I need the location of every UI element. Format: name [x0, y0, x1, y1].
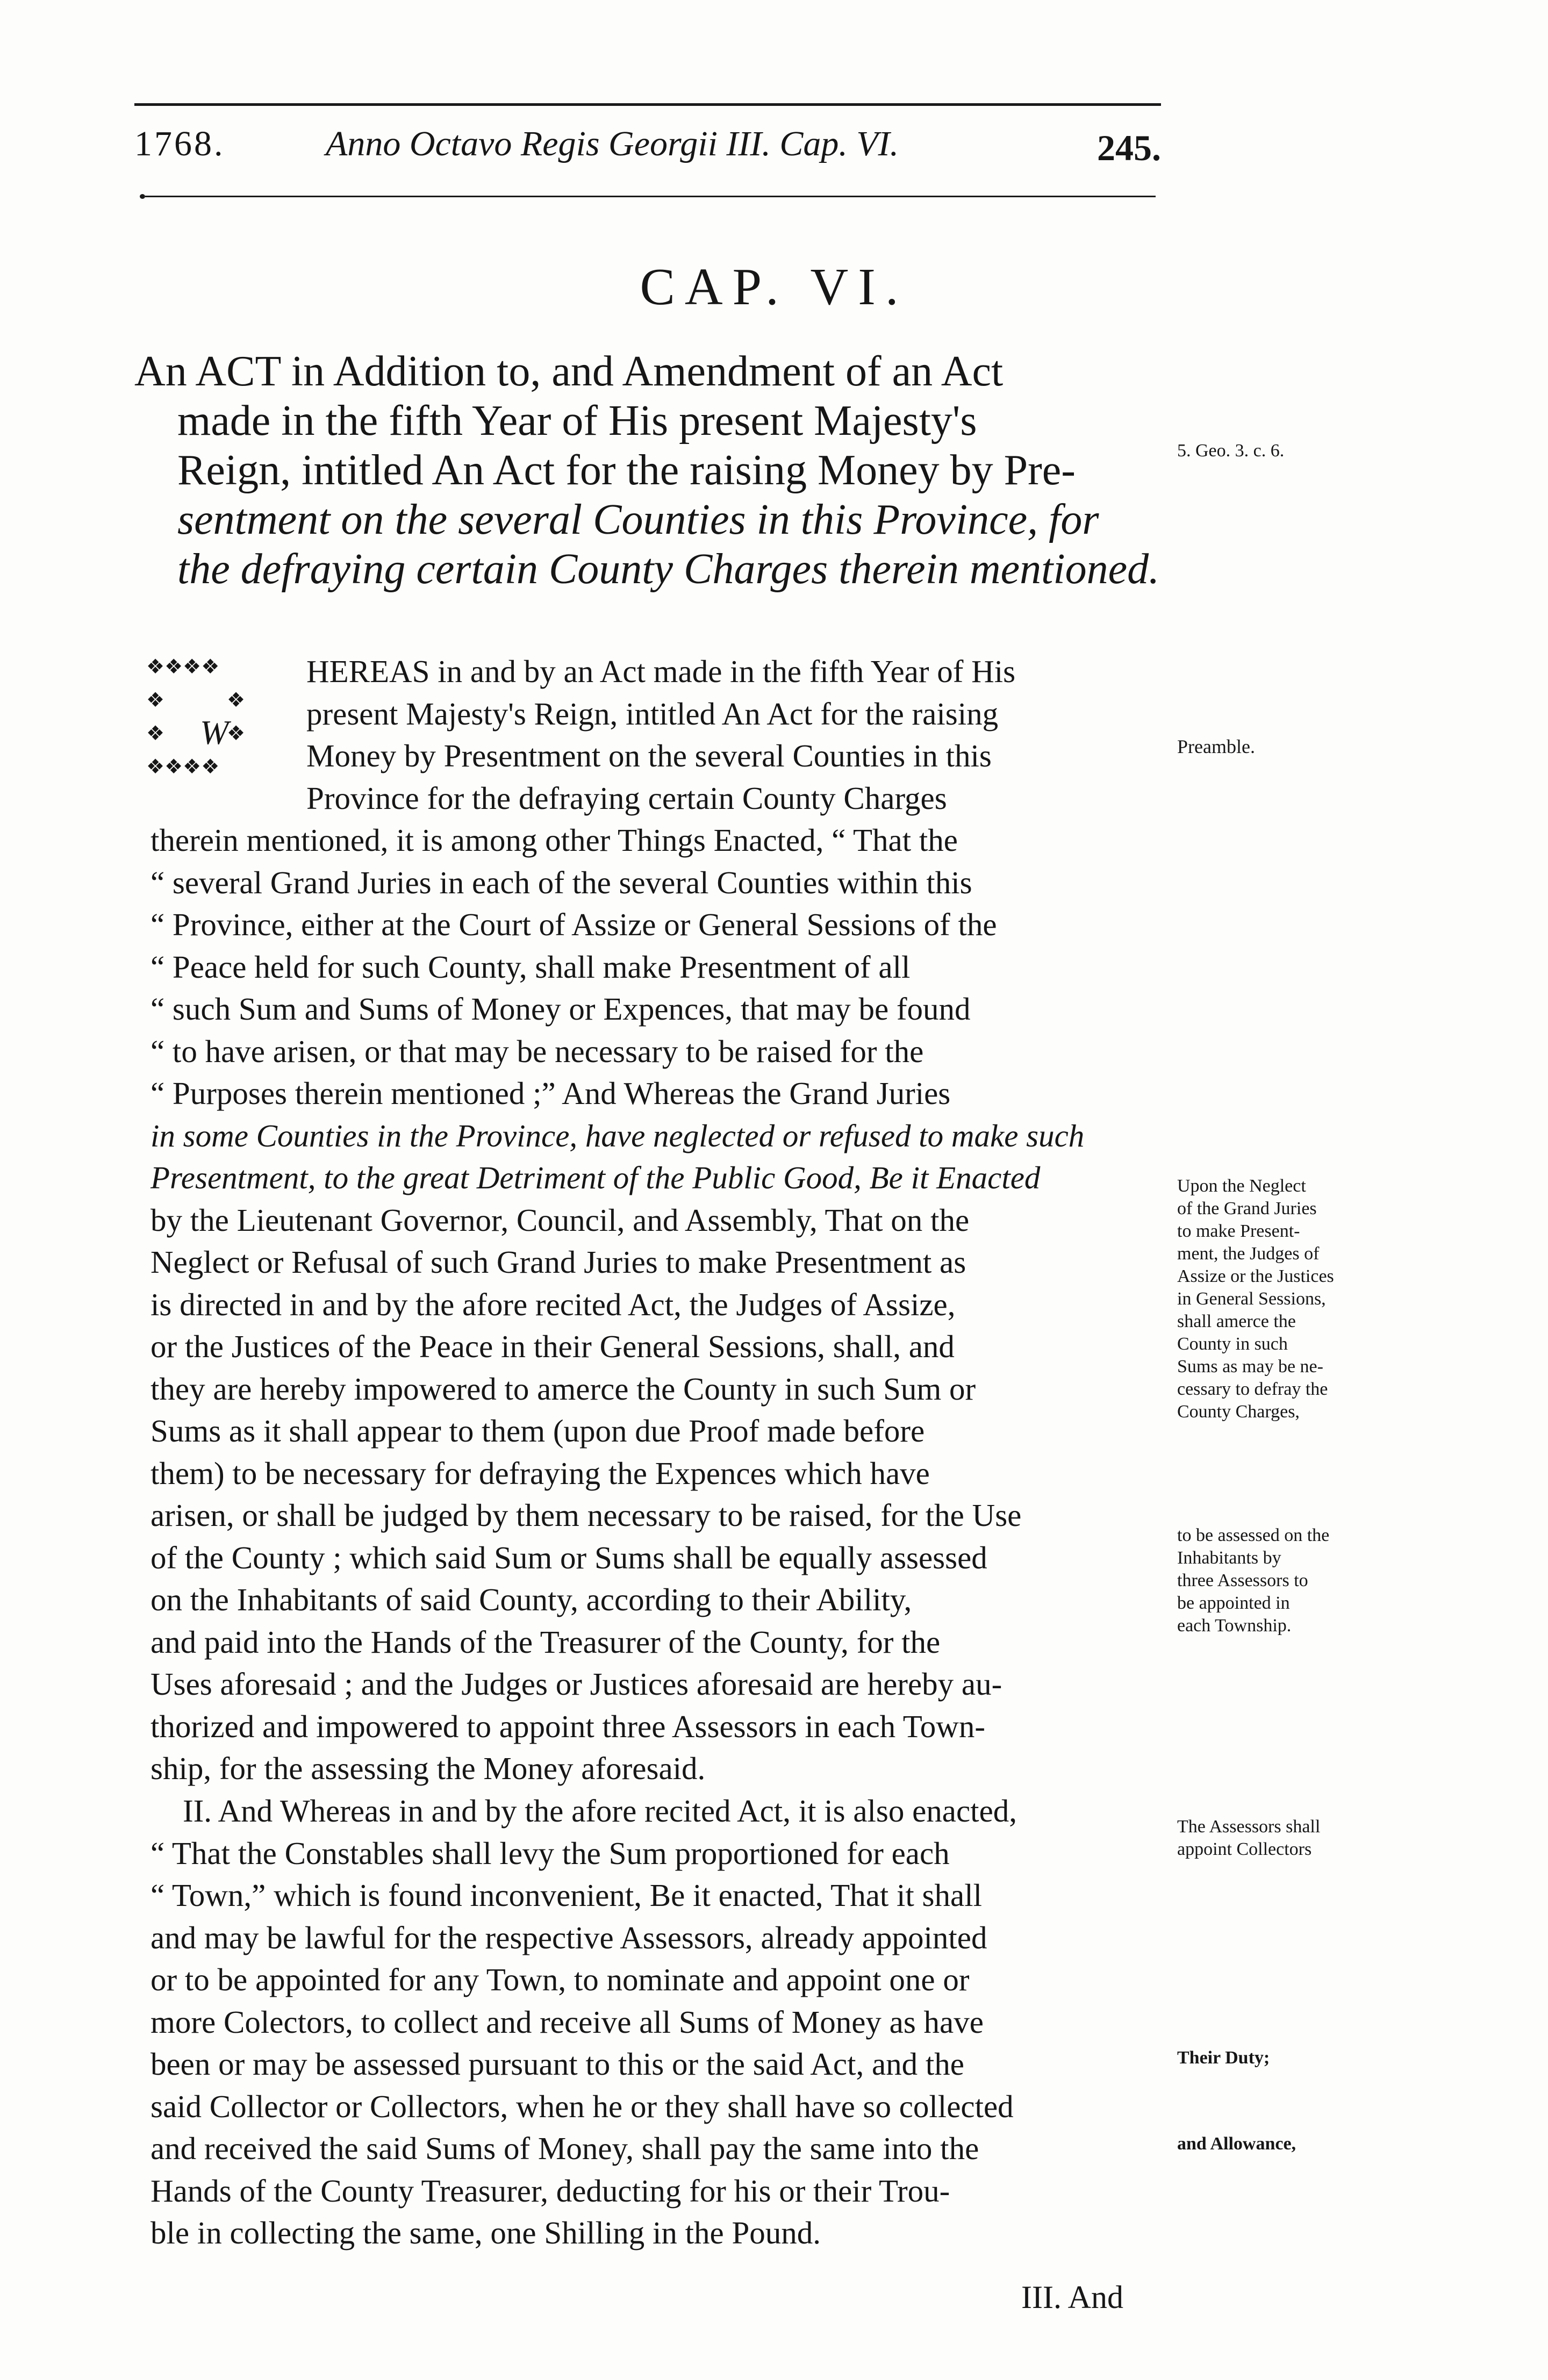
margin-line: Upon the Neglect: [1177, 1176, 1306, 1196]
text-line: “ to have arisen, or that may be necessary to be raised for the: [150, 1033, 924, 1069]
margin-note-duty: Their Duty;: [1177, 2048, 1270, 2068]
act-title-line: An ACT in Addition to, and Amendment of an Act: [134, 348, 1004, 395]
margin-line: County in such: [1177, 1334, 1288, 1354]
text-line: said Collector or Collectors, when he or they shall have so collected: [150, 2088, 1014, 2124]
text-line: therein mentioned, it is among other Things Enacted, “ That the: [150, 822, 958, 858]
text-line: Money by Presentment on the several Counties in this: [306, 738, 992, 773]
text-line: and received the said Sums of Money, shall pay the same into the: [150, 2131, 979, 2166]
act-title-line: the defraying certain County Charges therein mentioned.: [177, 546, 1160, 593]
text-line: II. And Whereas in and by the afore recited Act, it is also enacted,: [183, 1793, 1017, 1829]
margin-line: three Assessors to: [1177, 1571, 1308, 1590]
margin-line: each Township.: [1177, 1616, 1292, 1636]
text-line: present Majesty's Reign, intitled An Act for the raising: [306, 696, 999, 732]
catchword: III. And: [1021, 2279, 1123, 2315]
margin-note-assessed: [1177, 1524, 1457, 1637]
margin-line: County Charges,: [1177, 1402, 1300, 1422]
text-line: in some Counties in the Province, have neglected or refused to make such: [150, 1117, 1085, 1153]
margin-line: in General Sessions,: [1177, 1289, 1326, 1309]
preamble-text: [150, 650, 1161, 1790]
ornamental-initial: ❖❖❖❖ ❖ ❖ ❖ ❖ ❖❖❖❖ W: [146, 656, 246, 778]
text-line: more Colectors, to collect and receive all Sums of Money as have: [150, 2004, 984, 2040]
text-line: Uses aforesaid ; and the Judges or Justices aforesaid are hereby au-: [150, 1666, 1002, 1702]
text-line: “ Town,” which is found inconvenient, Be it enacted, That it shall: [150, 1877, 982, 1913]
text-line: ble in collecting the same, one Shilling in the Pound.: [150, 2215, 821, 2250]
text-line: “ Purposes therein mentioned ;” And Whereas the Grand Juries: [150, 1076, 951, 1111]
text-line: they are hereby impowered to amerce the County in such Sum or: [150, 1371, 976, 1407]
margin-note-citation: 5. Geo. 3. c. 6.: [1177, 441, 1285, 461]
text-line: by the Lieutenant Governor, Council, and Assembly, That on the: [150, 1202, 970, 1238]
margin-line: The Assessors shall: [1177, 1817, 1321, 1837]
text-line: them) to be necessary for defraying the Expences which have: [150, 1455, 930, 1491]
text-line: “ That the Constables shall levy the Sum proportioned for each: [150, 1835, 950, 1871]
text-line: “ Province, either at the Court of Assize or General Sessions of the: [150, 907, 997, 942]
text-line: HEREAS in and by an Act made in the fifth Year of His: [306, 654, 1016, 689]
act-title-line: sentment on the several Counties in this Province, for: [177, 496, 1099, 543]
text-line: is directed in and by the afore recited Act, the Judges of Assize,: [150, 1286, 956, 1322]
margin-line: of the Grand Juries: [1177, 1199, 1317, 1218]
margin-note-neglect: [1177, 1175, 1457, 1423]
margin-line: cessary to defray the: [1177, 1379, 1328, 1399]
text-line: on the Inhabitants of said County, according to their Ability,: [150, 1582, 912, 1617]
act-title-line: Reign, intitled An Act for the raising Money by Pre-: [177, 447, 1076, 494]
header-year: 1768.: [134, 124, 225, 163]
margin-note-assessors: [1177, 1816, 1457, 1861]
text-line: Hands of the County Treasurer, deducting for his or their Trou-: [150, 2173, 950, 2209]
running-header: [134, 124, 1161, 183]
margin-line: Sums as may be ne-: [1177, 1357, 1323, 1377]
text-line: of the County ; which said Sum or Sums shall be equally assessed: [150, 1539, 987, 1575]
text-line: “ Peace held for such County, shall make Presentment of all: [150, 949, 911, 985]
page-number: 245.: [1097, 127, 1161, 168]
text-line: or the Justices of the Peace in their General Sessions, shall, and: [150, 1329, 955, 1364]
text-line: ship, for the assessing the Money aforesaid.: [150, 1751, 706, 1786]
header-running-title: Anno Octavo Regis Georgii III. Cap. VI.: [326, 124, 899, 163]
margin-line: Inhabitants by: [1177, 1548, 1281, 1568]
text-line: “ such Sum and Sums of Money or Expences, that may be found: [150, 991, 971, 1027]
margin-line: ment, the Judges of: [1177, 1244, 1320, 1264]
text-line: thorized and impowered to appoint three Assessors in each Town-: [150, 1708, 985, 1744]
header-rule-top: [134, 103, 1161, 106]
text-line: and paid into the Hands of the Treasurer of the County, for the: [150, 1624, 941, 1660]
text-line: Province for the defraying certain County Charges: [306, 780, 947, 816]
margin-line: to make Present-: [1177, 1221, 1300, 1241]
margin-note-preamble: Preamble.: [1177, 736, 1255, 757]
header-rule-bottom: [145, 196, 1156, 197]
margin-line: be appointed in: [1177, 1593, 1290, 1613]
text-line: or to be appointed for any Town, to nominate and appoint one or: [150, 1962, 970, 1997]
text-line: “ several Grand Juries in each of the several Counties within this: [150, 864, 972, 900]
initial-letter: W: [200, 713, 229, 751]
section-2-text: [150, 1790, 1161, 2254]
margin-line: to be assessed on the: [1177, 1525, 1330, 1545]
text-line: arisen, or shall be judged by them necessary to be raised, for the Use: [150, 1497, 1022, 1533]
act-title-line: made in the fifth Year of His present Majesty's: [177, 397, 977, 445]
margin-line: appoint Collectors: [1177, 1839, 1312, 1859]
text-line: been or may be assessed pursuant to this or the said Act, and the: [150, 2046, 964, 2082]
margin-note-allowance: and Allowance,: [1177, 2134, 1296, 2154]
act-title: [134, 347, 1160, 594]
text-line: and may be lawful for the respective Assessors, already appointed: [150, 1919, 987, 1955]
margin-line: shall amerce the: [1177, 1311, 1296, 1331]
text-line: Neglect or Refusal of such Grand Juries to make Presentment as: [150, 1244, 966, 1280]
text-line: Presentment, to the great Detriment of the Public Good, Be it Enacted: [150, 1160, 1041, 1195]
chapter-heading: CAP. VI.: [640, 258, 908, 316]
text-line: Sums as it shall appear to them (upon due Proof made before: [150, 1413, 925, 1449]
margin-line: Assize or the Justices: [1177, 1266, 1334, 1286]
